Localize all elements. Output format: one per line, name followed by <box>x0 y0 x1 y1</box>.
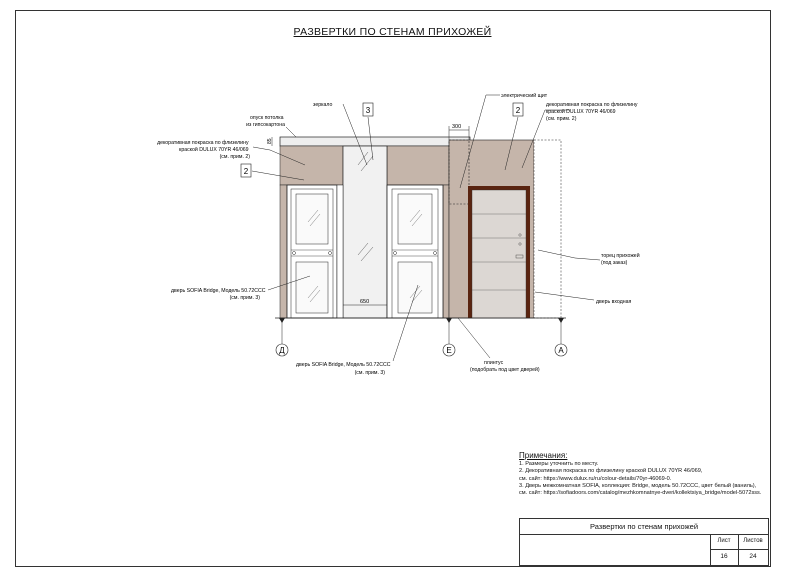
note-line: см. сайт: https://sofiadoors.com/catalog/mezhkomnatnye-dveri/kollektsiya_bridge/model-5072sss. <box>519 490 762 497</box>
title-block-sheet-number: 16 <box>720 553 728 560</box>
interior-door-left <box>287 185 337 318</box>
title-block-sheets-label: Листов <box>743 538 763 544</box>
entry-door <box>468 186 530 318</box>
wall-paint-top-middle <box>387 146 449 185</box>
wall-paint-side-middle-b <box>443 185 449 318</box>
ceiling-drop <box>280 137 470 146</box>
wall-end-panel <box>534 140 561 318</box>
mirror <box>343 146 387 318</box>
notes-block <box>519 452 769 497</box>
note-line: 2. Декоративная покраска по флизелину краской DULUX 70YR 46/069, <box>519 468 703 475</box>
interior-door-center <box>387 185 443 318</box>
title-block-sheet-label: Лист <box>717 538 731 544</box>
label-mirror: зеркало <box>313 102 333 108</box>
label-door-end: торец прихожей (под заказ) <box>601 253 640 266</box>
label-entry-door: дверь входная <box>596 299 632 305</box>
note-line: 3. Дверь межкомнатная SOFIA, коллекция: Bridge, модель 50.72CCC, цвет белый (ваниль), <box>519 482 757 489</box>
drawing-title: РАЗВЕРТКИ ПО СТЕНАМ ПРИХОЖЕЙ <box>293 26 492 38</box>
axis-label-middle: Е <box>446 346 452 355</box>
dim-mirror-width: 650 <box>360 299 370 305</box>
dim-panel-width: 300 <box>452 124 462 130</box>
axis-label-right: А <box>558 346 564 355</box>
svg-text:2: 2 <box>243 167 249 176</box>
title-block-sheets-total: 24 <box>749 553 757 560</box>
dim-ceiling-height: 85 <box>267 138 273 144</box>
axis-label-left: Д <box>279 346 285 355</box>
label-paint-left: декоративная покраска по флизелину краской DULUX 70YR 46/069 (см. прим. 2) <box>157 140 250 160</box>
wall-paint-side-left <box>280 185 287 318</box>
wall-paint-top-left <box>280 146 343 185</box>
label-door-center: дверь SOFIA Bridge, Модель 50.72CCC (см. прим. 3) <box>296 362 391 376</box>
title-block-sheet-title: Развертки по стенам прихожей <box>520 519 768 535</box>
notes-header: Примечания: <box>519 451 568 460</box>
note-line: 1. Размеры уточнить по месту. <box>519 461 599 468</box>
label-paint-right: декоративная покраска по флизелину краской DULUX 70YR 46/069 (см. прим. 2) <box>546 102 638 122</box>
note-line: см. сайт: https://www.dulux.ru/ru/colour-details/70yr-46069-0. <box>519 475 672 482</box>
title-block <box>519 518 769 566</box>
label-electric-panel: электрический щит <box>501 93 548 99</box>
label-ceiling-drop: опуск потолка из гипсокартона <box>246 115 285 128</box>
svg-text:2: 2 <box>515 106 521 115</box>
svg-text:3: 3 <box>365 106 371 115</box>
label-plinth: плинтус (подобрать под цвет дверей) <box>470 360 540 373</box>
label-door-left: дверь SOFIA Bridge, Модель 50.72CCC (см. прим. 3) <box>171 288 266 301</box>
